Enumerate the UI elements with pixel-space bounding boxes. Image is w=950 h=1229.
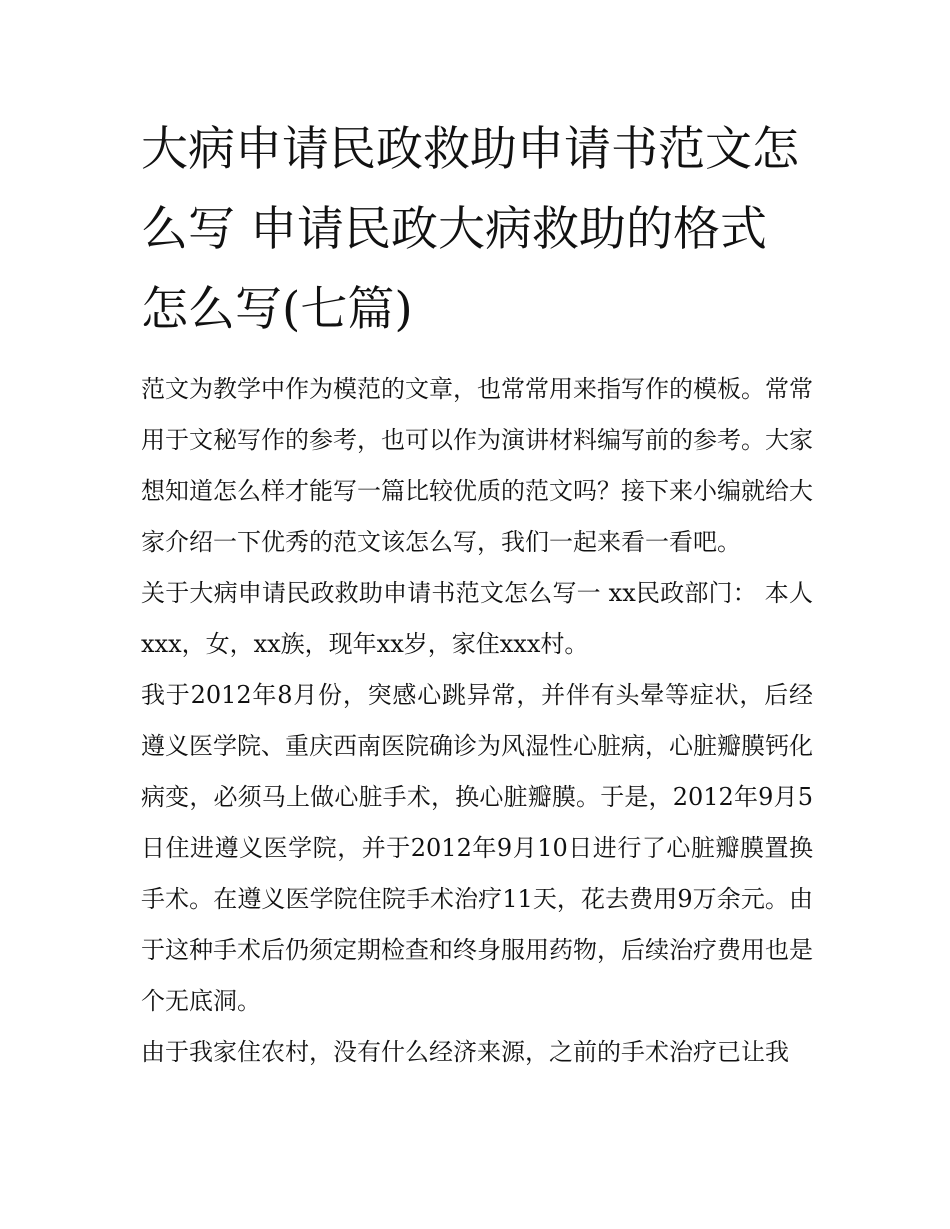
paragraph-intro: 范文为教学中作为模范的文章，也常常用来指写作的模板。常常用于文秘写作的参考，也可以作为演讲材料编写前的参考。大家想知道怎么样才能写一篇比较优质的范文吗？接下来小编就给大家介绍一下优秀的范文该怎么写，我们一起来看一看吧。 [141, 375, 813, 556]
document-page [141, 110, 813, 1078]
paragraph-illness-description: 我于2012年8月份，突感心跳异常，并伴有头晕等症状，后经遵义医学院、重庆西南医院确诊为风湿性心脏病，心脏瓣膜钙化病变，必须马上做心脏手术，换心脏瓣膜。于是，2012年9月5日住进遵义医学院，并于2012年9月10日进行了心脏瓣膜置换手术。在遵义医学院住院手术治疗11天，花去费用9万余元。由于这种手术后仍须定期检查和终身服用药物，后续治疗费用也是个无底洞。 [141, 681, 813, 1015]
paragraph-application-header: 关于大病申请民政救助申请书范文怎么写一 xx民政部门： 本人xxx，女，xx族，现年xx岁，家住xxx村。 [141, 579, 813, 658]
paragraph-family-situation: 由于我家住农村，没有什么经济来源，之前的手术治疗已让我 [141, 1038, 789, 1066]
document-title: 大病申请民政救助申请书范文怎么写 申请民政大病救助的格式怎么写(七篇) [141, 122, 799, 337]
